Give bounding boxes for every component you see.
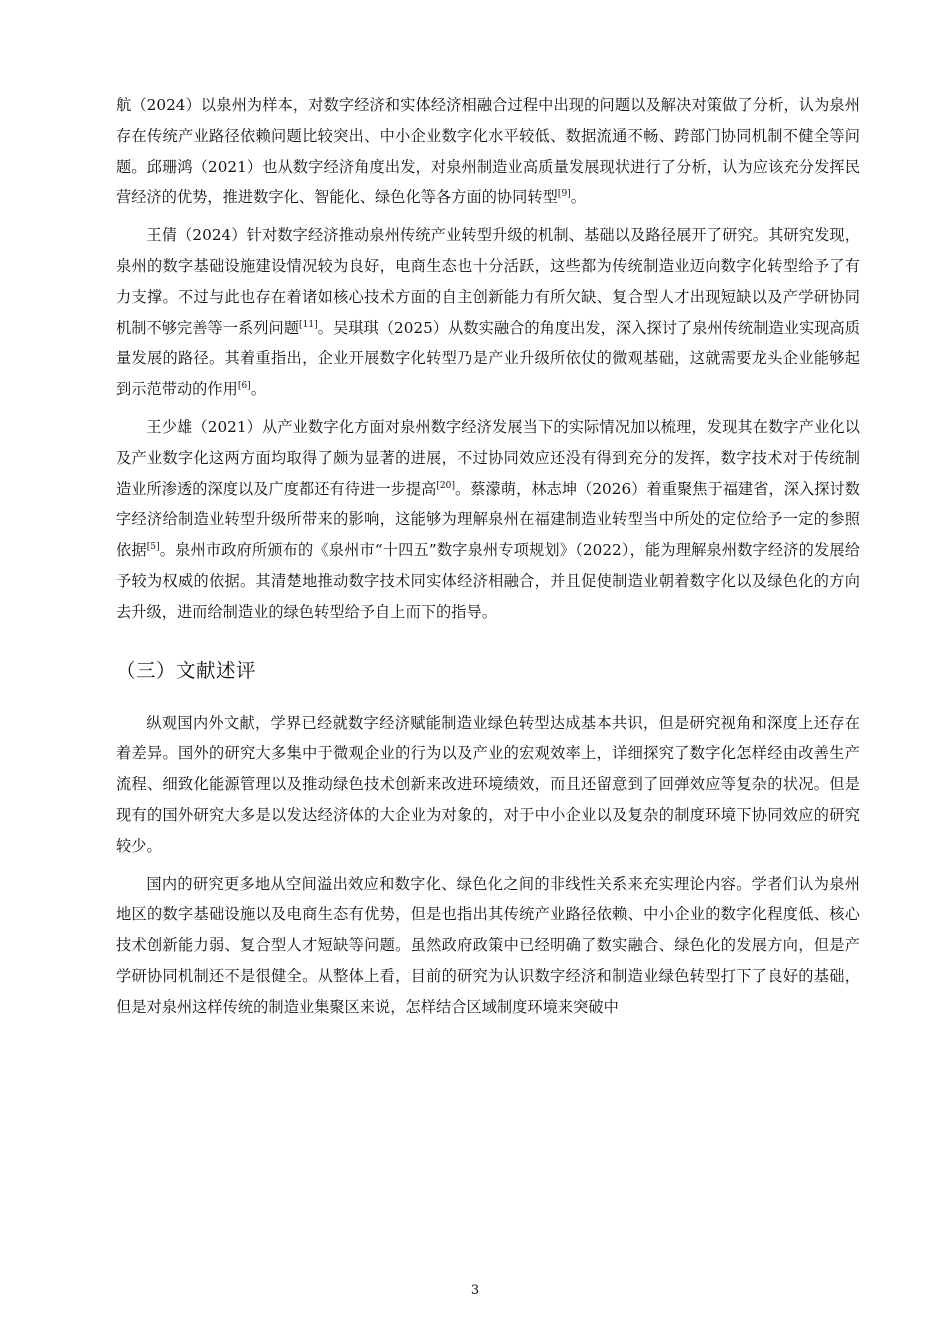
paragraph-text: 王少雄（2021）从产业数字化方面对泉州数字经济发展当下的实际情况加以梳理，发现其在数字产业化以及产业数字化这两方面均取得了颇为显著的进展，不过协同效应还没有得到充分的发挥，数字技术对于传统制造业所渗透的深度以及广度都还有待进一步提高: [116, 417, 860, 498]
paragraph-continuation: [116, 90, 860, 213]
paragraph-review-foreign: 纵观国内外文献，学界已经就数字经济赋能制造业绿色转型达成基本共识，但是研究视角和深度上还存在着差异。国外的研究大多集中于微观企业的行为以及产业的宏观效率上，详细探究了数字化怎样经由改善生产流程、细致化能源管理以及推动绿色技术创新来改进环境绩效，而且还留意到了回弹效应等复杂的状况。但是现有的国外研究大多是以发达经济体的大企业为对象的，对于中小企业以及复杂的制度环境下协同效应的研究较少。: [116, 713, 860, 855]
paragraph-tail: 。: [250, 380, 267, 399]
citation-11: [11]: [299, 319, 318, 330]
section-heading: （三）文献述评: [116, 658, 257, 682]
paragraph-tail: 。泉州市政府所颁布的《泉州市“十四五”数字泉州专项规划》（2022），能为理解泉州数字经济的发展给予较为权威的依据。其清楚地推动数字技术同实体经济相融合，并且促使制造业朝着数字化以及绿色化的方向去升级，进而给制造业的绿色转型给予自上而下的指导。: [116, 541, 860, 621]
paragraph-text: 王倩（2024）针对数字经济推动泉州传统产业转型升级的机制、基础以及路径展开了研究。其研究发现，泉州的数字基础设施建设情况较为良好，电商生态也十分活跃，这些都为传统制造业迈向数字化转型给予了有力支撑。不过与此也存在着诸如核心技术方面的自主创新能力有所欠缺、复合型人才出现短缺以及产学研协同机制不够完善等一系列问题: [116, 226, 860, 337]
paragraph-wang-shaoxiong: [116, 412, 860, 628]
citation-9: [9]: [557, 189, 571, 200]
citation-20: [20]: [436, 480, 456, 491]
paragraph-wang-qian: [116, 220, 860, 405]
page-number: 3: [470, 1283, 480, 1298]
paragraph-text: 航（2024）以泉州为样本，对数字经济和实体经济相融合过程中出现的问题以及解决对策做了分析，认为泉州存在传统产业路径依赖问题比较突出、中小企业数字化水平较低、数据流通不畅、跨部门协同机制不健全等问题。邱珊鸿（2021）也从数字经济角度出发，对泉州制造业高质量发展现状进行了分析，认为应该充分发挥民营经济的优势，推进数字化、智能化、绿色化等各方面的协同转型: [116, 96, 860, 207]
citation-5: [5]: [146, 542, 160, 553]
paragraph-text-mid: 。吴琪琪（2025）从数实融合的角度出发，深入探讨了泉州传统制造业实现高质量发展的路径。其着重指出，企业开展数字化转型乃是产业升级所依仗的微观基础，这就需要龙头企业能够起到示范带动的作用: [116, 318, 860, 399]
paragraph-text-mid: 。蔡濛萌，林志坤（2026）着重聚焦于福建省，深入探讨数字经济给制造业转型升级所带来的影响，这能够为理解泉州在福建制造业转型当中所处的定位给予一定的参照依据: [116, 479, 860, 560]
citation-6: [6]: [237, 381, 251, 392]
paragraph-tail: 。: [570, 188, 587, 207]
document-body: [116, 90, 860, 1023]
paragraph-review-domestic: 国内的研究更多地从空间溢出效应和数字化、绿色化之间的非线性关系来充实理论内容。学者们认为泉州地区的数字基础设施以及电商生态有优势，但是也指出其传统产业路径依赖、中小企业的数字化程度低、核心技术创新能力弱、复合型人才短缺等问题。虽然政府政策中已经明确了数实融合、绿色化的发展方向，但是产学研协同机制还不是很健全。从整体上看，目前的研究为认识数字经济和制造业绿色转型打下了良好的基础，但是对泉州这样传统的制造业集聚区来说，怎样结合区域制度环境来突破中: [116, 874, 860, 1016]
